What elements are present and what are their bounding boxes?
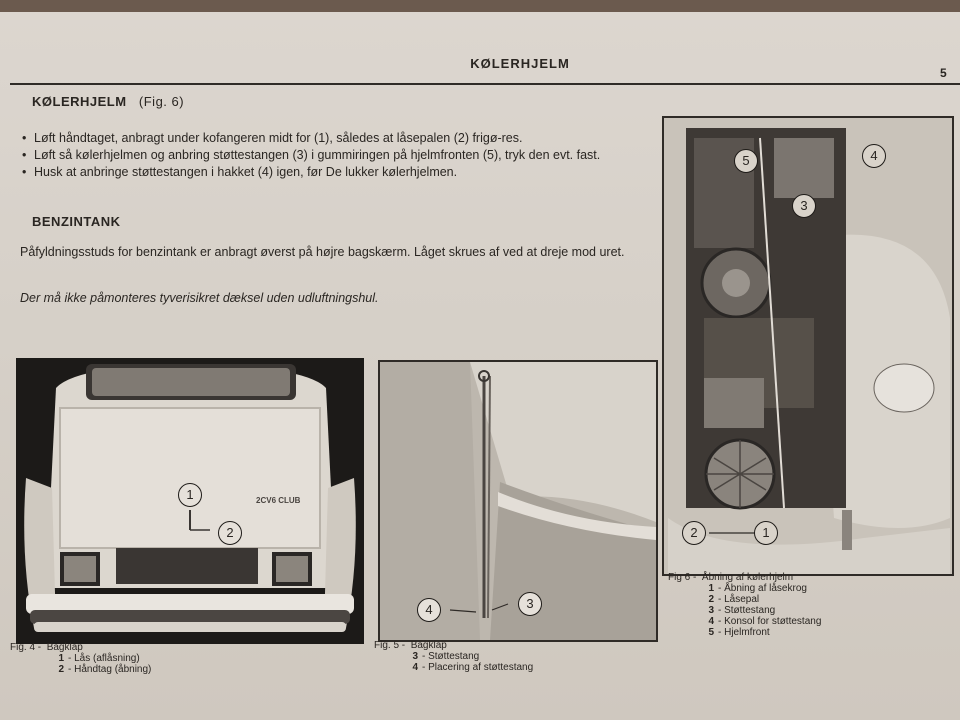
caption-item-text: - Lås (aflåsning) <box>68 653 140 664</box>
caption-item-text: - Hjelmfront <box>718 627 770 638</box>
caption-item-number: 2 <box>708 594 714 605</box>
caption-item-text: - Støttestang <box>422 651 480 662</box>
figure-6-caption <box>668 572 821 638</box>
page-number: 5 <box>940 66 947 80</box>
caption-label: Fig. 5 - <box>374 640 406 651</box>
caption-item-number: 1 <box>58 653 64 664</box>
figure-4-caption <box>10 642 151 675</box>
caption-item-text: - Placering af støttestang <box>422 662 534 673</box>
car-badge: 2CV6 CLUB <box>256 496 301 505</box>
figure-5-support-rod <box>378 360 658 642</box>
callout-3: 3 <box>518 592 542 616</box>
caption-item-text: - Håndtag (åbning) <box>68 664 152 675</box>
callout-4: 4 <box>417 598 441 622</box>
callout-4: 4 <box>862 144 886 168</box>
caption-item-text: - Støttestang <box>718 605 776 616</box>
engine-bay-illustration <box>664 118 952 574</box>
caption-item-number: 2 <box>58 664 64 675</box>
section-title-text: KØLERHJELM <box>32 94 127 109</box>
callout-1: 1 <box>178 483 202 507</box>
manual-page <box>0 12 960 720</box>
caption-title: Bagklap <box>410 640 447 651</box>
caption-item-text: - Konsol for støttestang <box>718 616 822 627</box>
list-item: • Løft håndtaget, anbragt under kofangeren midt for (1), således at låsepalen (2) frigø-res. <box>20 130 640 147</box>
caption-item-text: - Åbning af låsekrog <box>718 583 807 594</box>
caption-label: Fig. 4 - <box>10 642 42 653</box>
list-item: • Løft så kølerhjelmen og anbring støttestangen (3) i gummiringen på hjelmfronten (5), tryk den evt. fast. <box>20 147 640 164</box>
section-title-benzintank: BENZINTANK <box>32 214 121 229</box>
caption-item-number: 1 <box>708 583 714 594</box>
caption-item-text: - Låsepal <box>718 594 760 605</box>
caption-item-number: 5 <box>708 627 714 638</box>
caption-title: Bagklap <box>46 642 83 653</box>
callout-2: 2 <box>682 521 706 545</box>
section-title-kolerhjelm <box>32 94 184 109</box>
running-header: KØLERHJELM <box>470 56 570 71</box>
figure-reference: (Fig. 6) <box>138 94 185 109</box>
callout-3: 3 <box>792 194 816 218</box>
caption-title: Åbning af kølerhjelm <box>701 572 794 583</box>
caption-item-number: 3 <box>412 651 418 662</box>
list-item: • Husk at anbringe støttestangen i hakket (4) igen, før De lukker kølerhjelmen. <box>20 164 640 181</box>
header-rule <box>10 83 960 85</box>
caption-item-number: 4 <box>412 662 418 673</box>
warning-note: Der må ikke påmonteres tyverisikret dæksel uden udluftningshul. <box>20 291 379 305</box>
caption-item-number: 3 <box>708 605 714 616</box>
figure-6-engine-bay <box>662 116 954 576</box>
caption-item-number: 4 <box>708 616 714 627</box>
caption-label: Fig 6 - <box>668 572 697 583</box>
instruction-list <box>20 130 640 181</box>
callout-2: 2 <box>218 521 242 545</box>
callout-5: 5 <box>734 149 758 173</box>
benzintank-paragraph: Påfyldningsstuds for benzintank er anbragt øverst på højre bagskærm. Låget skrues af ved at dreje mod uret. <box>20 245 625 259</box>
figure-4-rear-photo <box>16 358 364 644</box>
callout-1: 1 <box>754 521 778 545</box>
figure-5-caption <box>374 640 533 673</box>
